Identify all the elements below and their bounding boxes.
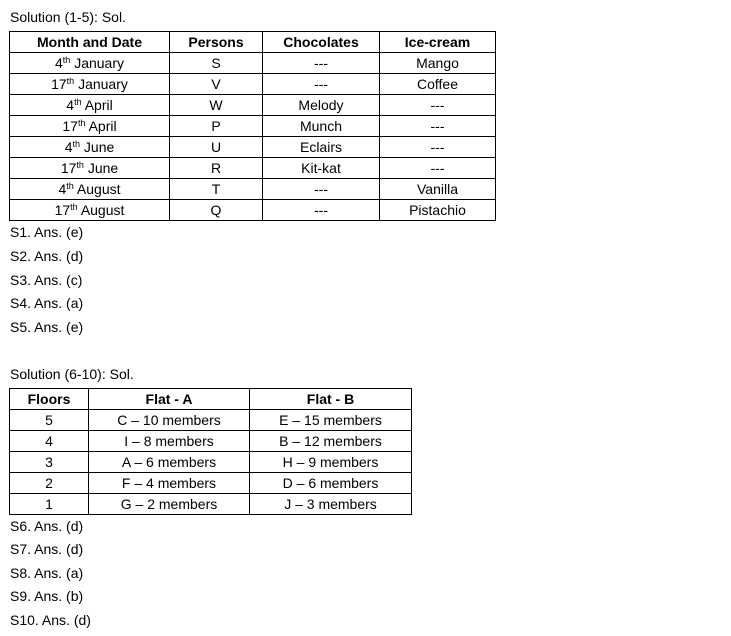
cell-chocolate: Munch [263, 116, 380, 137]
answer-line: S9. Ans. (b) [10, 588, 84, 604]
date-month: August [76, 181, 121, 197]
date-ordinal: th [66, 76, 75, 86]
table-row [10, 74, 496, 95]
table-row [10, 473, 412, 494]
cell-icecream: Mango [380, 53, 496, 74]
cell-floor: 1 [10, 494, 89, 515]
cell-month-date [10, 95, 170, 116]
table-header-row [10, 32, 496, 53]
answer-line: S8. Ans. (a) [10, 565, 84, 581]
cell-icecream: Vanilla [380, 179, 496, 200]
cell-chocolate: Melody [263, 95, 380, 116]
cell-floor: 5 [10, 410, 89, 431]
answer-line: S4. Ans. (a) [10, 295, 84, 311]
date-month: April [88, 118, 117, 134]
date-day: 4 [58, 181, 67, 197]
date-day: 17 [60, 160, 77, 176]
section1-heading: Solution (1-5): Sol. [10, 9, 126, 25]
date-ordinal: th [62, 55, 71, 65]
cell-month-date [10, 179, 170, 200]
answer-line: S3. Ans. (c) [10, 272, 83, 288]
header-month-date: Month and Date [10, 32, 170, 53]
floors-table [9, 388, 412, 515]
table-row [10, 494, 412, 515]
cell-chocolate: --- [263, 200, 380, 221]
cell-icecream: Pistachio [380, 200, 496, 221]
cell-icecream: --- [380, 137, 496, 158]
cell-chocolate: Kit-kat [263, 158, 380, 179]
cell-chocolate: Eclairs [263, 137, 380, 158]
section2-heading: Solution (6-10): Sol. [10, 366, 134, 382]
header-floors: Floors [10, 389, 89, 410]
date-ordinal: th [70, 202, 78, 212]
schedule-table [9, 31, 496, 221]
table-row [10, 116, 496, 137]
cell-chocolate: --- [263, 179, 380, 200]
cell-icecream: --- [380, 95, 496, 116]
cell-floor: 2 [10, 473, 89, 494]
header-flat-b: Flat - B [250, 389, 412, 410]
date-ordinal: th [77, 118, 86, 128]
cell-flat-a: F – 4 members [89, 473, 250, 494]
table-row [10, 53, 496, 74]
date-month: January [74, 55, 124, 71]
table-header-row [10, 389, 412, 410]
cell-flat-b: H – 9 members [250, 452, 412, 473]
date-day: 4 [66, 97, 75, 113]
date-month: April [84, 97, 113, 113]
cell-month-date [10, 200, 170, 221]
cell-flat-a: C – 10 members [89, 410, 250, 431]
header-persons: Persons [170, 32, 263, 53]
cell-month-date [10, 53, 170, 74]
cell-person: S [170, 53, 263, 74]
cell-chocolate: --- [263, 74, 380, 95]
cell-person: Q [170, 200, 263, 221]
cell-person: W [170, 95, 263, 116]
date-day: 17 [62, 118, 78, 134]
table-row [10, 158, 496, 179]
answer-line: S5. Ans. (e) [10, 319, 84, 335]
date-ordinal: th [72, 139, 81, 149]
table-row [10, 95, 496, 116]
cell-icecream: Coffee [380, 74, 496, 95]
cell-person: R [170, 158, 263, 179]
date-day: 17 [54, 202, 71, 218]
date-ordinal: th [66, 181, 74, 191]
date-ordinal: th [76, 160, 84, 170]
cell-icecream: --- [380, 116, 496, 137]
table-row [10, 137, 496, 158]
date-month: June [87, 160, 119, 176]
date-day: 17 [51, 76, 67, 92]
cell-person: U [170, 137, 263, 158]
date-day: 4 [64, 139, 73, 155]
date-month: June [83, 139, 115, 155]
cell-month-date [10, 137, 170, 158]
cell-floor: 4 [10, 431, 89, 452]
date-day: 4 [54, 55, 63, 71]
answer-line: S1. Ans. (e) [10, 224, 84, 240]
cell-month-date [10, 74, 170, 95]
header-flat-a: Flat - A [89, 389, 250, 410]
cell-month-date [10, 116, 170, 137]
answer-line: S2. Ans. (d) [10, 248, 84, 264]
cell-flat-b: J – 3 members [250, 494, 412, 515]
cell-person: T [170, 179, 263, 200]
cell-flat-a: A – 6 members [89, 452, 250, 473]
cell-person: P [170, 116, 263, 137]
header-icecream: Ice-cream [380, 32, 496, 53]
cell-flat-b: E – 15 members [250, 410, 412, 431]
cell-person: V [170, 74, 263, 95]
answer-line: S6. Ans. (d) [10, 518, 84, 534]
date-ordinal: th [74, 97, 82, 107]
cell-floor: 3 [10, 452, 89, 473]
table-row [10, 200, 496, 221]
cell-flat-b: D – 6 members [250, 473, 412, 494]
table-row [10, 431, 412, 452]
answer-line: S10. Ans. (d) [10, 612, 91, 628]
cell-flat-b: B – 12 members [250, 431, 412, 452]
cell-month-date [10, 158, 170, 179]
date-month: August [80, 202, 125, 218]
table-row [10, 179, 496, 200]
date-month: January [78, 76, 128, 92]
cell-flat-a: G – 2 members [89, 494, 250, 515]
cell-flat-a: I – 8 members [89, 431, 250, 452]
cell-icecream: --- [380, 158, 496, 179]
answer-line: S7. Ans. (d) [10, 541, 84, 557]
table-row [10, 452, 412, 473]
cell-chocolate: --- [263, 53, 380, 74]
table-row [10, 410, 412, 431]
header-chocolates: Chocolates [263, 32, 380, 53]
